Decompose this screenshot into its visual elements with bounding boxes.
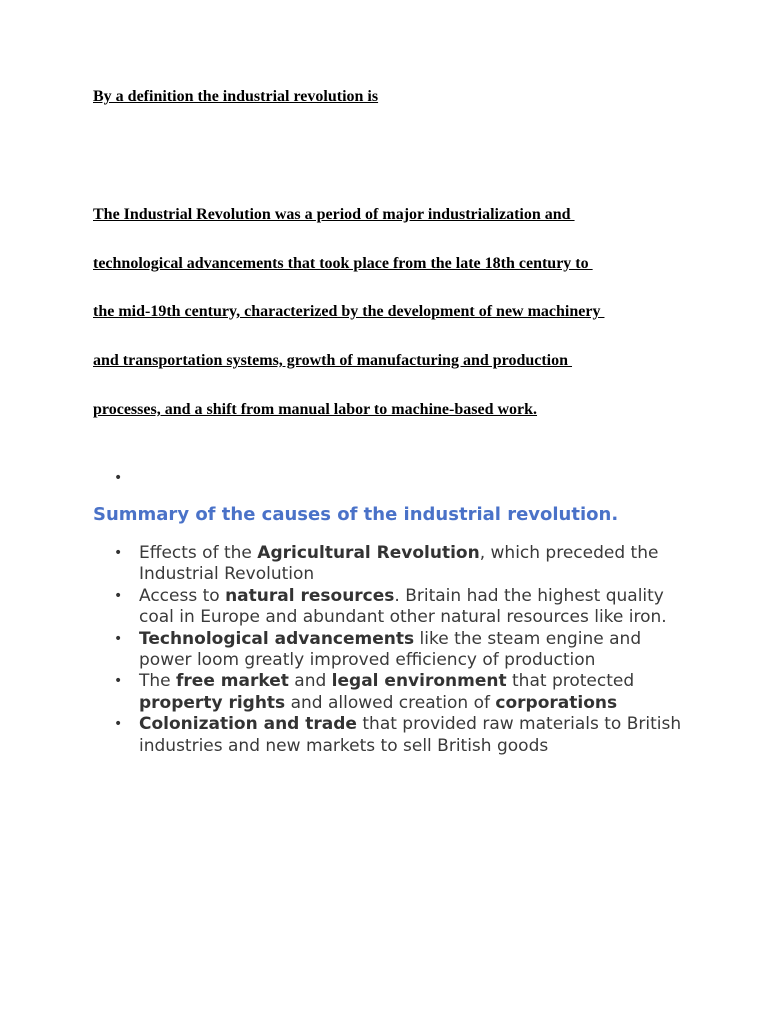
bullet-dot: • bbox=[114, 716, 123, 733]
item-text: Effects of the bbox=[139, 543, 258, 563]
item-text: Access to bbox=[139, 585, 226, 606]
definition-line-4: and transportation systems, growth of manufacturing and production bbox=[93, 352, 573, 369]
bullet-dot: • bbox=[114, 587, 123, 604]
causes-list bbox=[114, 543, 684, 757]
item-bold: property rights bbox=[139, 692, 286, 713]
item-text: and bbox=[288, 671, 332, 692]
item-text: The bbox=[139, 671, 177, 692]
definition-line-1: The Industrial Revolution was a period of major industrialization and bbox=[93, 206, 575, 223]
list-item bbox=[114, 714, 684, 757]
item-bold: legal environment bbox=[331, 671, 507, 692]
item-bold: Technological advancements bbox=[139, 628, 415, 649]
item-bold: Agricultural Revolution bbox=[257, 543, 480, 563]
item-text: that protected bbox=[506, 671, 635, 692]
item-text: and allowed creation of bbox=[285, 692, 496, 713]
definition-line-2: technological advancements that took place from the late 18th century to bbox=[93, 255, 593, 272]
item-bold: corporations bbox=[495, 692, 618, 713]
item-bold: natural resources bbox=[225, 585, 395, 606]
empty-bullet: • bbox=[114, 470, 123, 486]
item-text: , which preceded the Industrial Revolution bbox=[139, 543, 659, 585]
list-item bbox=[114, 629, 684, 672]
list-item bbox=[114, 543, 684, 586]
bullet-dot: • bbox=[114, 673, 123, 690]
item-bold: Colonization and trade bbox=[139, 714, 357, 735]
item-text: that provided raw materials to British industries and new markets to sell British goods bbox=[139, 714, 682, 756]
bullet-dot: • bbox=[114, 630, 123, 647]
item-text: . Britain had the highest quality coal in Europe and abundant other natural resources like iron. bbox=[139, 585, 667, 628]
definition-heading: By a definition the industrial revolution is bbox=[93, 88, 379, 105]
list-item bbox=[114, 586, 684, 629]
definition-line-3: the mid-19th century, characterized by the development of new machinery bbox=[93, 303, 605, 320]
summary-heading: Summary of the causes of the industrial revolution. bbox=[93, 504, 619, 525]
item-bold: free market bbox=[176, 671, 289, 692]
bullet-dot: • bbox=[114, 545, 123, 561]
item-text: like the steam engine and power loom greatly improved efficiency of production bbox=[139, 628, 642, 671]
definition-line-5: processes, and a shift from manual labor to machine-based work. bbox=[93, 401, 538, 418]
list-item bbox=[114, 671, 684, 714]
